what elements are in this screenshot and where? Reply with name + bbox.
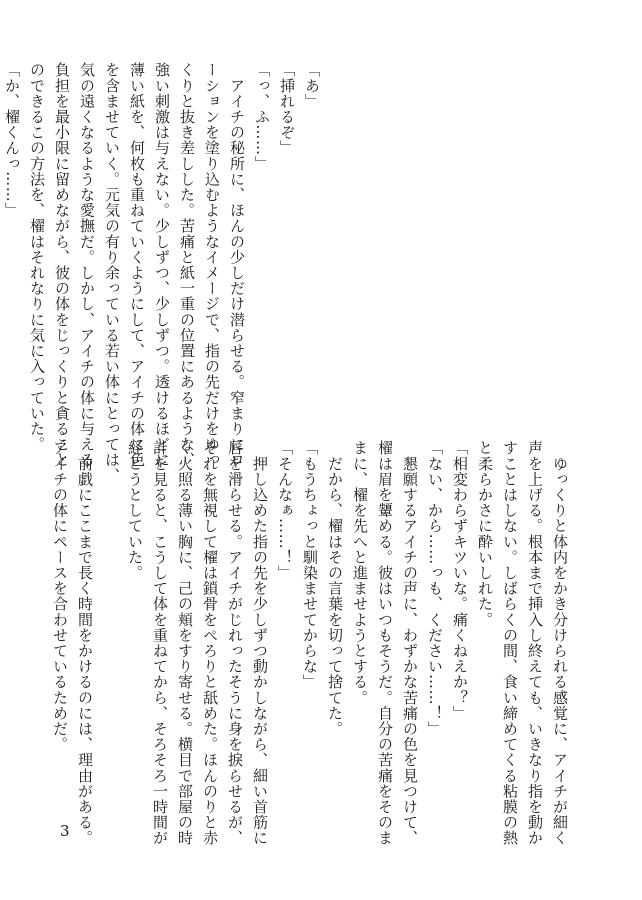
text-line: を含ませていく。元気の有り余っている若い体にとっては、 [103,62,121,484]
text-line: く火照る薄い胸に、己の頬をすり寄せる。横目で部屋の時 [176,440,194,846]
text-line: それを無視して櫂は鎖骨をぺろりと舐めた。ほんのりと赤 [201,440,219,846]
text-line [97,440,122,790]
text-block-top [3,62,324,484]
text-line: 強い刺激は与えない。少しずつ、少しずつ。透けるほどに [153,62,171,468]
text-line: 前戯にここまで長く時間をかけるのには、理由がある。 [76,440,94,846]
text-line: まに、櫂を先へと進ませようとする。 [351,440,369,706]
text-line: 「そんなぁ……！」 [276,440,294,581]
text-line: 「あ」 [303,62,321,109]
text-line: 薄い紙を、何枚も重ねていくようにして、アイチの体に色 [128,62,146,468]
text-line: 唇を滑らせる。アイチがじれったそうに身を捩らせるが、 [226,440,244,846]
text-line: 「もうちょっと馴染ませてからな」 [301,440,319,690]
text-line: 「か、櫂くんっ……」 [3,62,21,218]
text-line: 計を見ると、こうして体を重ねてから、そろそろ一時間が [151,440,169,846]
text-line: と柔らかさに酔いしれた。 [476,440,494,628]
text-line: アイチの体にペースを合わせているためだ。 [51,440,69,752]
text-line: のできるこの方法を、櫂はそれなりに気に入っていた。 [28,62,46,452]
text-line: だから、櫂はその言葉を切って捨てた。 [326,440,344,737]
text-line: 「ない、から……っも、ください……！」 [426,440,444,737]
text-line: 声を上げる。根本まで挿入し終えても、いきなり指を動か [526,440,544,846]
text-block-bottom [51,440,572,846]
text-line: すことはしない。しばらくの間、食い締めてくる粘膜の熱 [501,440,519,846]
text-line: アイチの秘所に、ほんの少しだけ潜らせる。窄まりにロ [228,62,246,468]
text-line: 「挿れるぞ」 [278,62,296,156]
text-line: ーションを塗り込むようなイメージで、指の先だけをゆっ [203,62,221,468]
text-line: 懇願するアイチの声に、わずかな苦痛の色を見つけて、 [401,440,419,846]
text-line: くりと抜き差しした。苦痛と紙一重の位置にあるような、 [178,62,196,468]
text-line: 「相変わらずキツいな。痛くねえか？」 [451,440,469,721]
text-line: 経とうとしていた。 [126,440,144,581]
text-line: 押し込めた指の先を少しずつ動かしながら、細い首筋に [251,440,269,846]
text-line: 櫂は眉を顰める。彼はいつもそうだ。自分の苦痛をそのま [376,440,394,846]
text-line: 「っ、ふ……」 [253,62,271,172]
page-number: 3 [60,822,70,840]
text-line: 気の遠くなるような愛撫だ。しかし、アイチの体に与える [78,62,96,468]
text-line: ゆっくりと体内をかき分けられる感覚に、アイチが細く [551,440,569,846]
text-line: 負担を最小限に留めながら、彼の体をじっくりと貪ること [53,62,71,468]
